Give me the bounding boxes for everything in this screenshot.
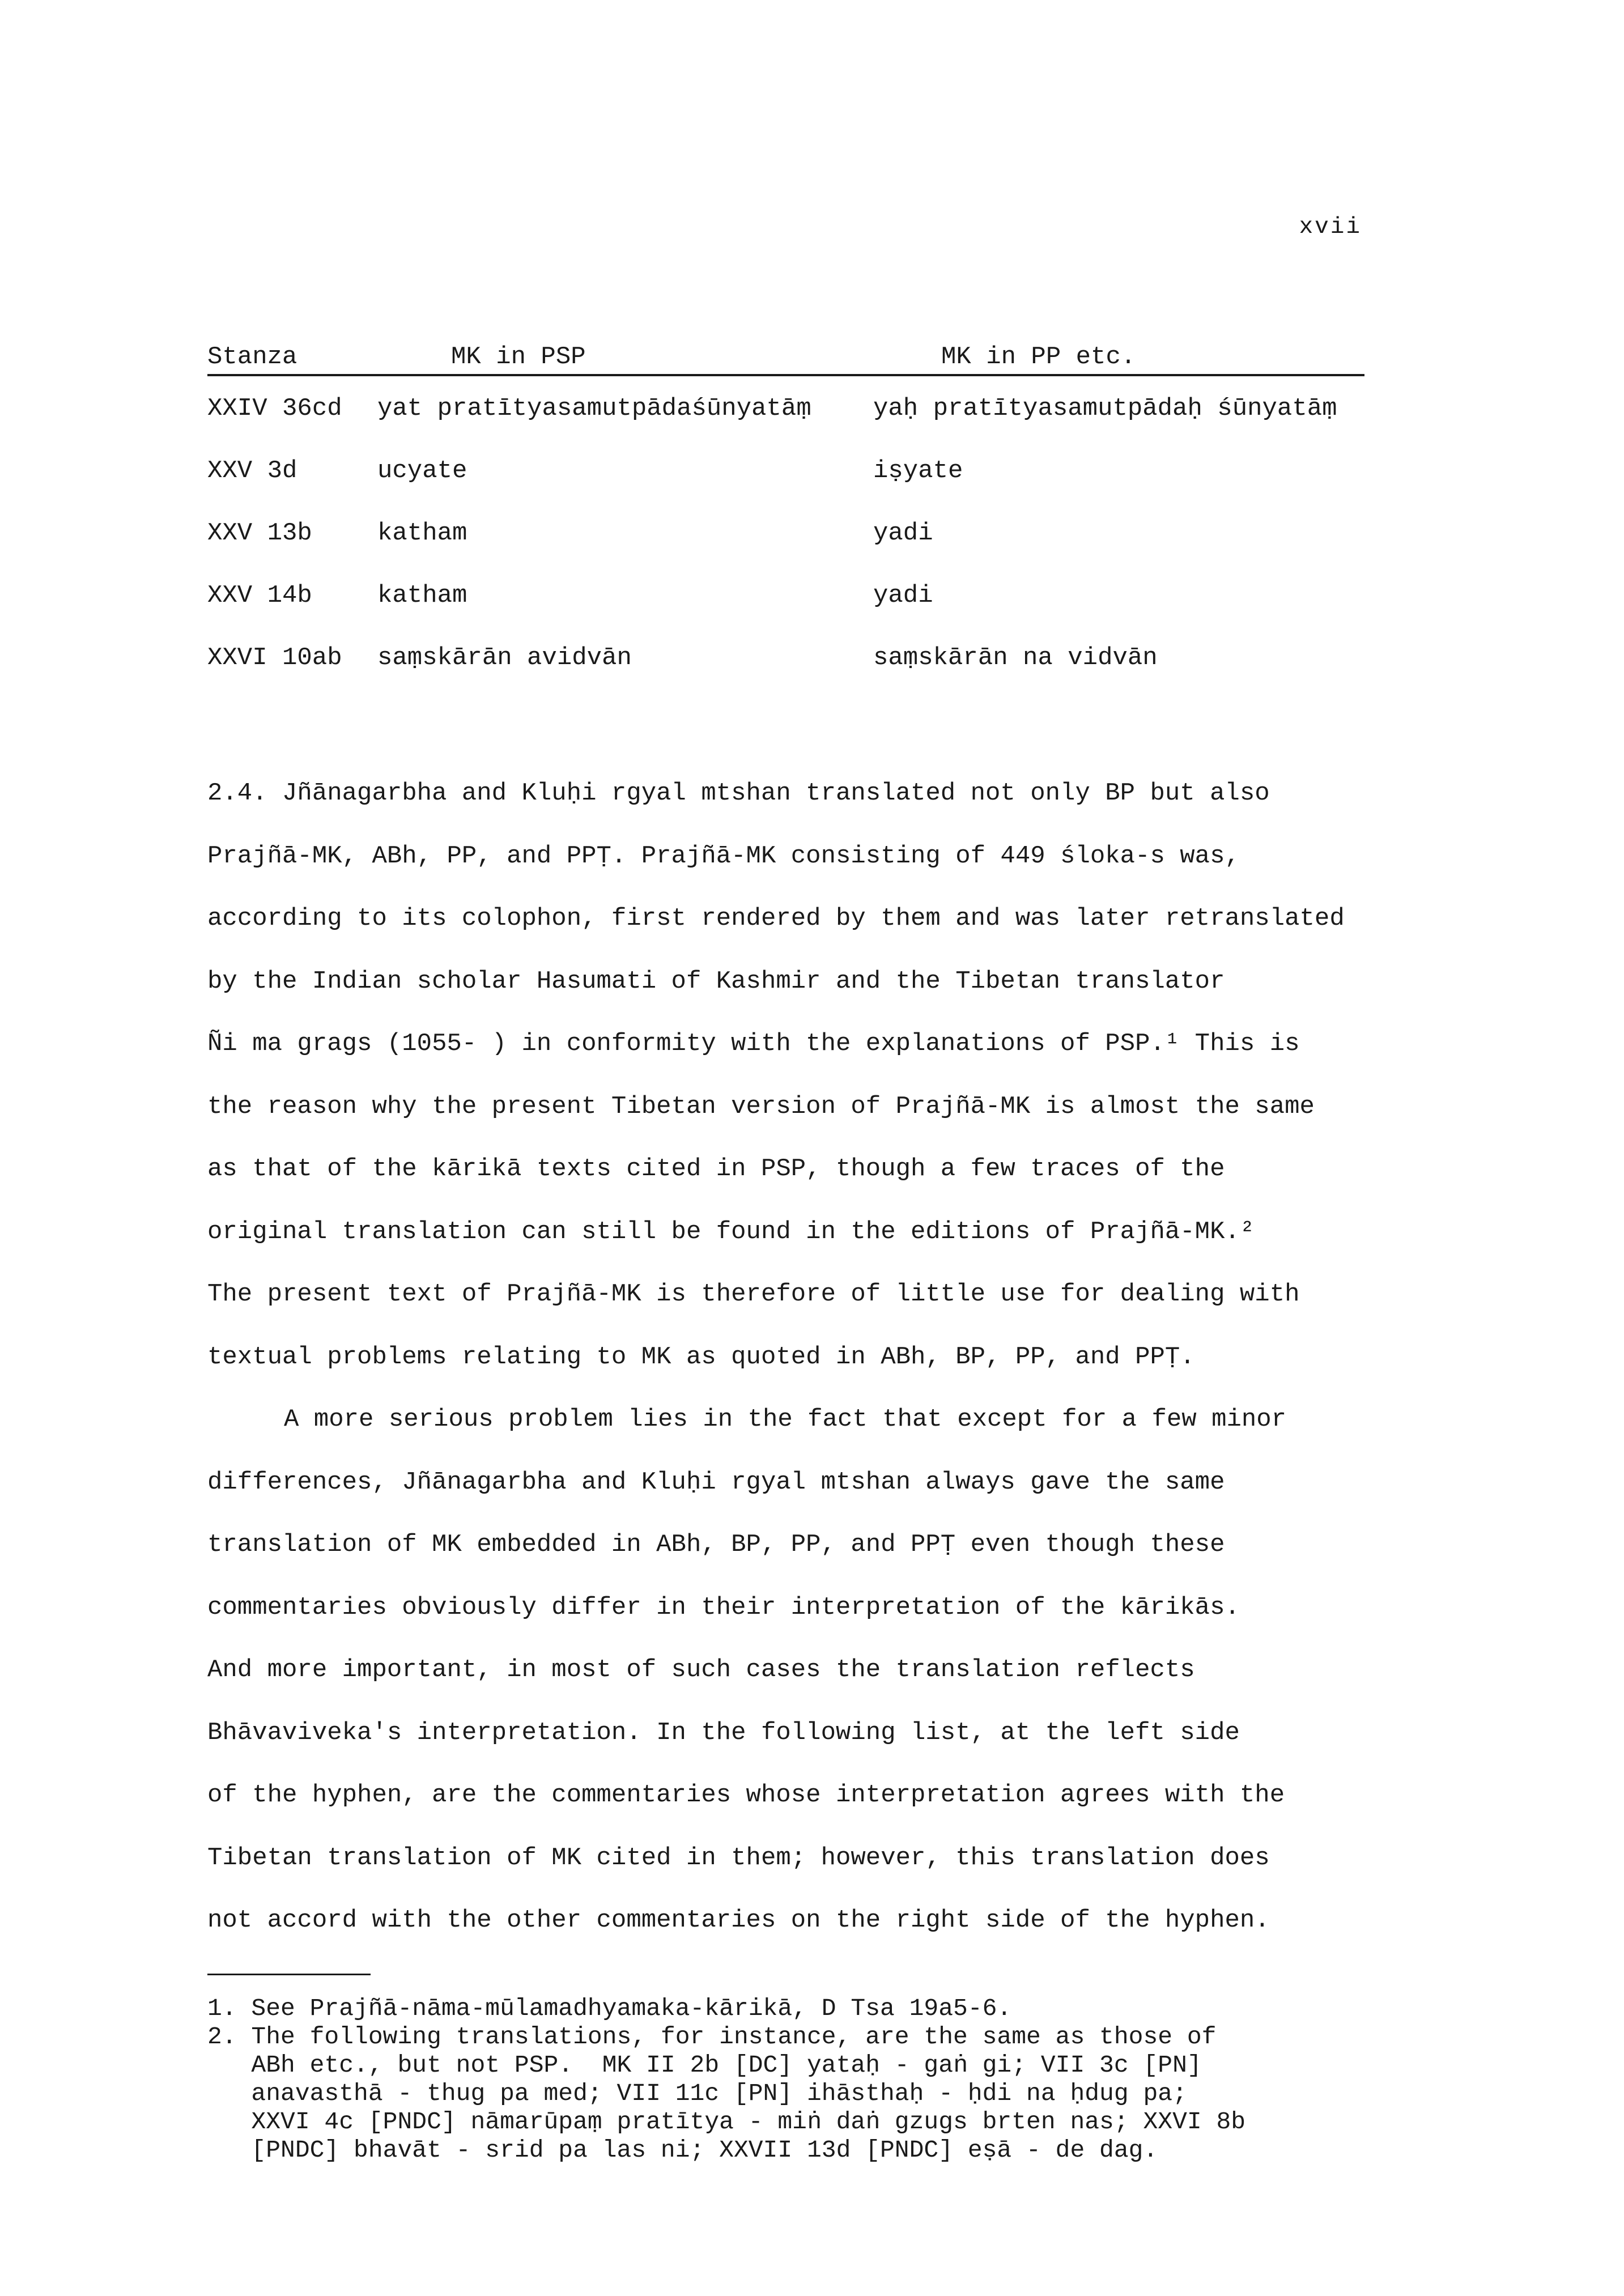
footnote-line: ABh etc., but not PSP. MK II 2b [DC] yataḥ - gaṅ gi; VII 3c [PN] — [207, 2051, 1202, 2079]
cell-stanza: XXVI 10ab — [207, 644, 342, 672]
cell-pp: yaḥ pratītyasamutpādaḥ śūnyatāṃ — [873, 394, 1337, 423]
variant-table — [207, 331, 1364, 688]
cell-psp: katham — [377, 581, 467, 610]
text-line: according to its colophon, first rendered by them and was later retranslated — [207, 904, 1345, 933]
cell-stanza: XXV 3d — [207, 457, 297, 485]
table-row — [207, 376, 1364, 439]
cell-psp: saṃskārān avidvān — [377, 644, 632, 672]
table-header — [207, 331, 1364, 376]
cell-pp: yadi — [873, 519, 933, 547]
text-line: And more important, in most of such cases the translation reflects — [207, 1656, 1195, 1684]
cell-pp: iṣyate — [873, 457, 963, 485]
cell-pp: saṃskārān na vidvān — [873, 644, 1158, 672]
footnote-line: anavasthā - thug pa med; VII 11c [PN] ihāsthaḥ - ḥdi na ḥdug pa; — [207, 2080, 1187, 2107]
text-line: the reason why the present Tibetan version of Prajñā-MK is almost the same — [207, 1092, 1315, 1121]
header-stanza: Stanza — [207, 343, 297, 371]
footnote-line: XXVI 4c [PNDC] nāmarūpaṃ pratītya - miṅ daṅ gzugs brten nas; XXVI 8b — [207, 2108, 1246, 2136]
page-number: xvii — [1299, 214, 1362, 240]
cell-stanza: XXV 13b — [207, 519, 312, 547]
footnote-line: [PNDC] bhavāt - srid pa las ni; XXVII 13d [PNDC] eṣā - de dag. — [207, 2136, 1158, 2164]
footnote-separator — [207, 1974, 371, 1975]
footnote-line: 1. See Prajñā-nāma-mūlamadhyamaka-kārikā, D Tsa 19a5-6. — [207, 1995, 1012, 2022]
text-line: The present text of Prajñā-MK is therefore of little use for dealing with — [207, 1280, 1300, 1308]
text-line: Prajñā-MK, ABh, PP, and PPṬ. Prajñā-MK consisting of 449 śloka-s was, — [207, 841, 1240, 870]
text-line: translation of MK embedded in ABh, BP, PP, and PPṬ even though these — [207, 1530, 1225, 1559]
cell-psp: yat pratītyasamutpādaśūnyatāṃ — [377, 394, 811, 423]
text-line: differences, Jñānagarbha and Kluḥi rgyal mtshan always gave the same — [207, 1468, 1225, 1496]
text-line: textual problems relating to MK as quoted in ABh, BP, PP, and PPṬ. — [207, 1342, 1195, 1371]
text-line: A more serious problem lies in the fact that except for a few minor — [284, 1405, 1287, 1434]
table-row — [207, 626, 1364, 688]
cell-stanza: XXV 14b — [207, 581, 312, 610]
text-line: Ñi ma grags (1055- ) in conformity with the explanations of PSP.¹ This is — [207, 1030, 1300, 1058]
body-text — [207, 762, 1397, 1952]
text-line: of the hyphen, are the commentaries whose interpretation agrees with the — [207, 1781, 1285, 1809]
cell-stanza: XXIV 36cd — [207, 394, 342, 423]
text-line: as that of the kārikā texts cited in PSP, though a few traces of the — [207, 1155, 1225, 1183]
cell-pp: yadi — [873, 581, 933, 610]
text-line: Bhāvaviveka's interpretation. In the following list, at the left side — [207, 1718, 1240, 1747]
text-line: original translation can still be found in the editions of Prajñā-MK.² — [207, 1217, 1255, 1246]
text-line: commentaries obviously differ in their interpretation of the kārikās. — [207, 1593, 1240, 1622]
table-row — [207, 563, 1364, 626]
cell-psp: ucyate — [377, 457, 467, 485]
footnote-line: 2. The following translations, for instance, are the same as those of — [207, 2023, 1217, 2051]
text-line: Tibetan translation of MK cited in them; however, this translation does — [207, 1843, 1270, 1872]
cell-psp: katham — [377, 519, 467, 547]
text-line: by the Indian scholar Hasumati of Kashmir and the Tibetan translator — [207, 967, 1225, 996]
footnotes — [207, 1995, 1245, 2165]
text-line: not accord with the other commentaries on the right side of the hyphen. — [207, 1906, 1270, 1934]
header-mk-in-pp: MK in PP etc. — [941, 343, 1136, 371]
table-row — [207, 501, 1364, 563]
text-line: 2.4. Jñānagarbha and Kluḥi rgyal mtshan translated not only BP but also — [207, 779, 1270, 807]
header-mk-in-psp: MK in PSP — [451, 343, 586, 371]
table-row — [207, 439, 1364, 501]
